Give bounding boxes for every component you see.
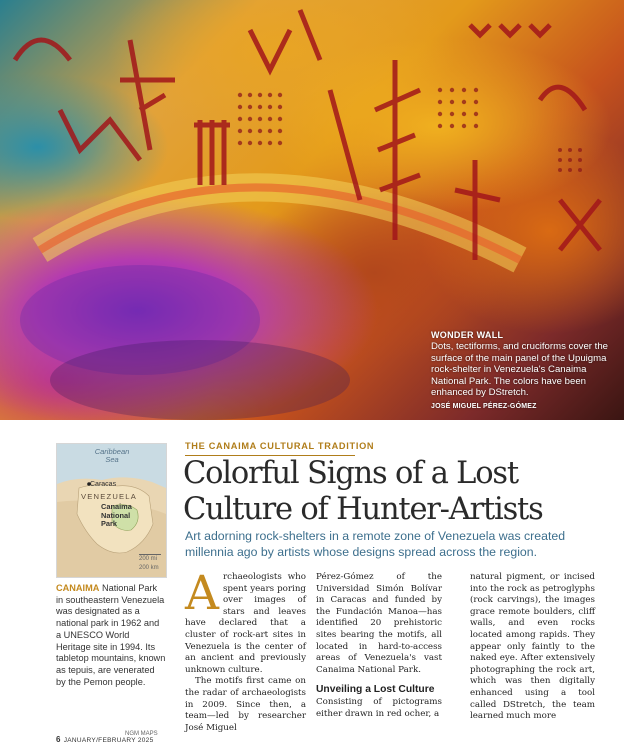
issue-date: JANUARY/FEBRUARY 2025 [63, 737, 154, 744]
map-scale-km: 200 km [139, 565, 159, 571]
map-label-sea: Caribbean Sea [94, 447, 130, 464]
drop-cap: A [185, 566, 219, 621]
map-label-city: Caracas [90, 481, 117, 488]
caption-title: WONDER WALL [431, 330, 504, 340]
body-paragraph: natural pigment, or incised into the rock as petroglyphs (rock carvings), the images grace remote boulders, cliff walls, and even rocks located among rapids. They appear only faintly to the naked eye. After extensively photographing the rock art, which was then digitally enhanced using a tool called DStretch, the team learned much more [470, 572, 595, 722]
section-kicker: THE CANAIMA CULTURAL TRADITION [185, 441, 375, 451]
body-paragraph: Consisting of pictograms either drawn in red ocher, a [316, 696, 442, 719]
sidebar-caption [56, 583, 166, 688]
body-paragraph: The motifs first came on the radar of archaeologists in 2009. Since then, a team—led by researcher José Miguel [185, 676, 306, 733]
photo-credit: JOSÉ MIGUEL PÉREZ-GÓMEZ [431, 403, 537, 411]
photo-caption [431, 330, 611, 413]
map-scale-mi: 200 mi [139, 556, 158, 562]
body-paragraph: Pérez-Gómez of the Universidad Simón Bolívar in Caracas and funded by the Fundación Manoa—has identified 20 prehistoric sites bearing the motifs, all located in hard-to-access areas of Venezuela's vast Canaima National Park. [316, 572, 442, 675]
map-label-country: VENEZUELA [81, 492, 137, 501]
body-column-2 [316, 572, 442, 720]
map-credit: NGM MAPS [125, 731, 158, 737]
body-column-1 [185, 566, 306, 734]
body-column-3 [470, 572, 595, 723]
sidebar-keyword: CANAIMA [56, 583, 100, 593]
paragraph-text: rchaeologists who spent years poring over images of stars and leaves have declared that a cluster of rock-art sites in Venezuela is the center of an ancient and previously unknown culture. [185, 572, 306, 675]
caption-text: Dots, tectiforms, and cruciforms cover the surface of the main panel of the Upuigma rock-shelter in Venezuela's Canaima National Park. The colors have been enhanced by DStretch. [431, 341, 609, 399]
article-headline: Colorful Signs of a Lost Culture of Hunter-Artists [183, 456, 543, 527]
section-subhead: Unveiling a Lost Culture [316, 684, 435, 696]
locator-map [56, 443, 167, 578]
body-paragraph [185, 566, 306, 676]
sidebar-body: National Park in southeastern Venezuela was designated as a national park in 1962 and a UNESCO World Heritage site in 1994. Its tabletop mountains, known as tepuis, are venerated by the Pemon people. [56, 583, 166, 687]
page-folio [56, 735, 154, 744]
page-number: 6 [56, 735, 61, 744]
map-label-park: Canaima National Park [101, 502, 132, 528]
article-deck: Art adorning rock-shelters in a remote zone of Venezuela was created millennia ago by artists whose designs spread across the region. [185, 529, 566, 559]
